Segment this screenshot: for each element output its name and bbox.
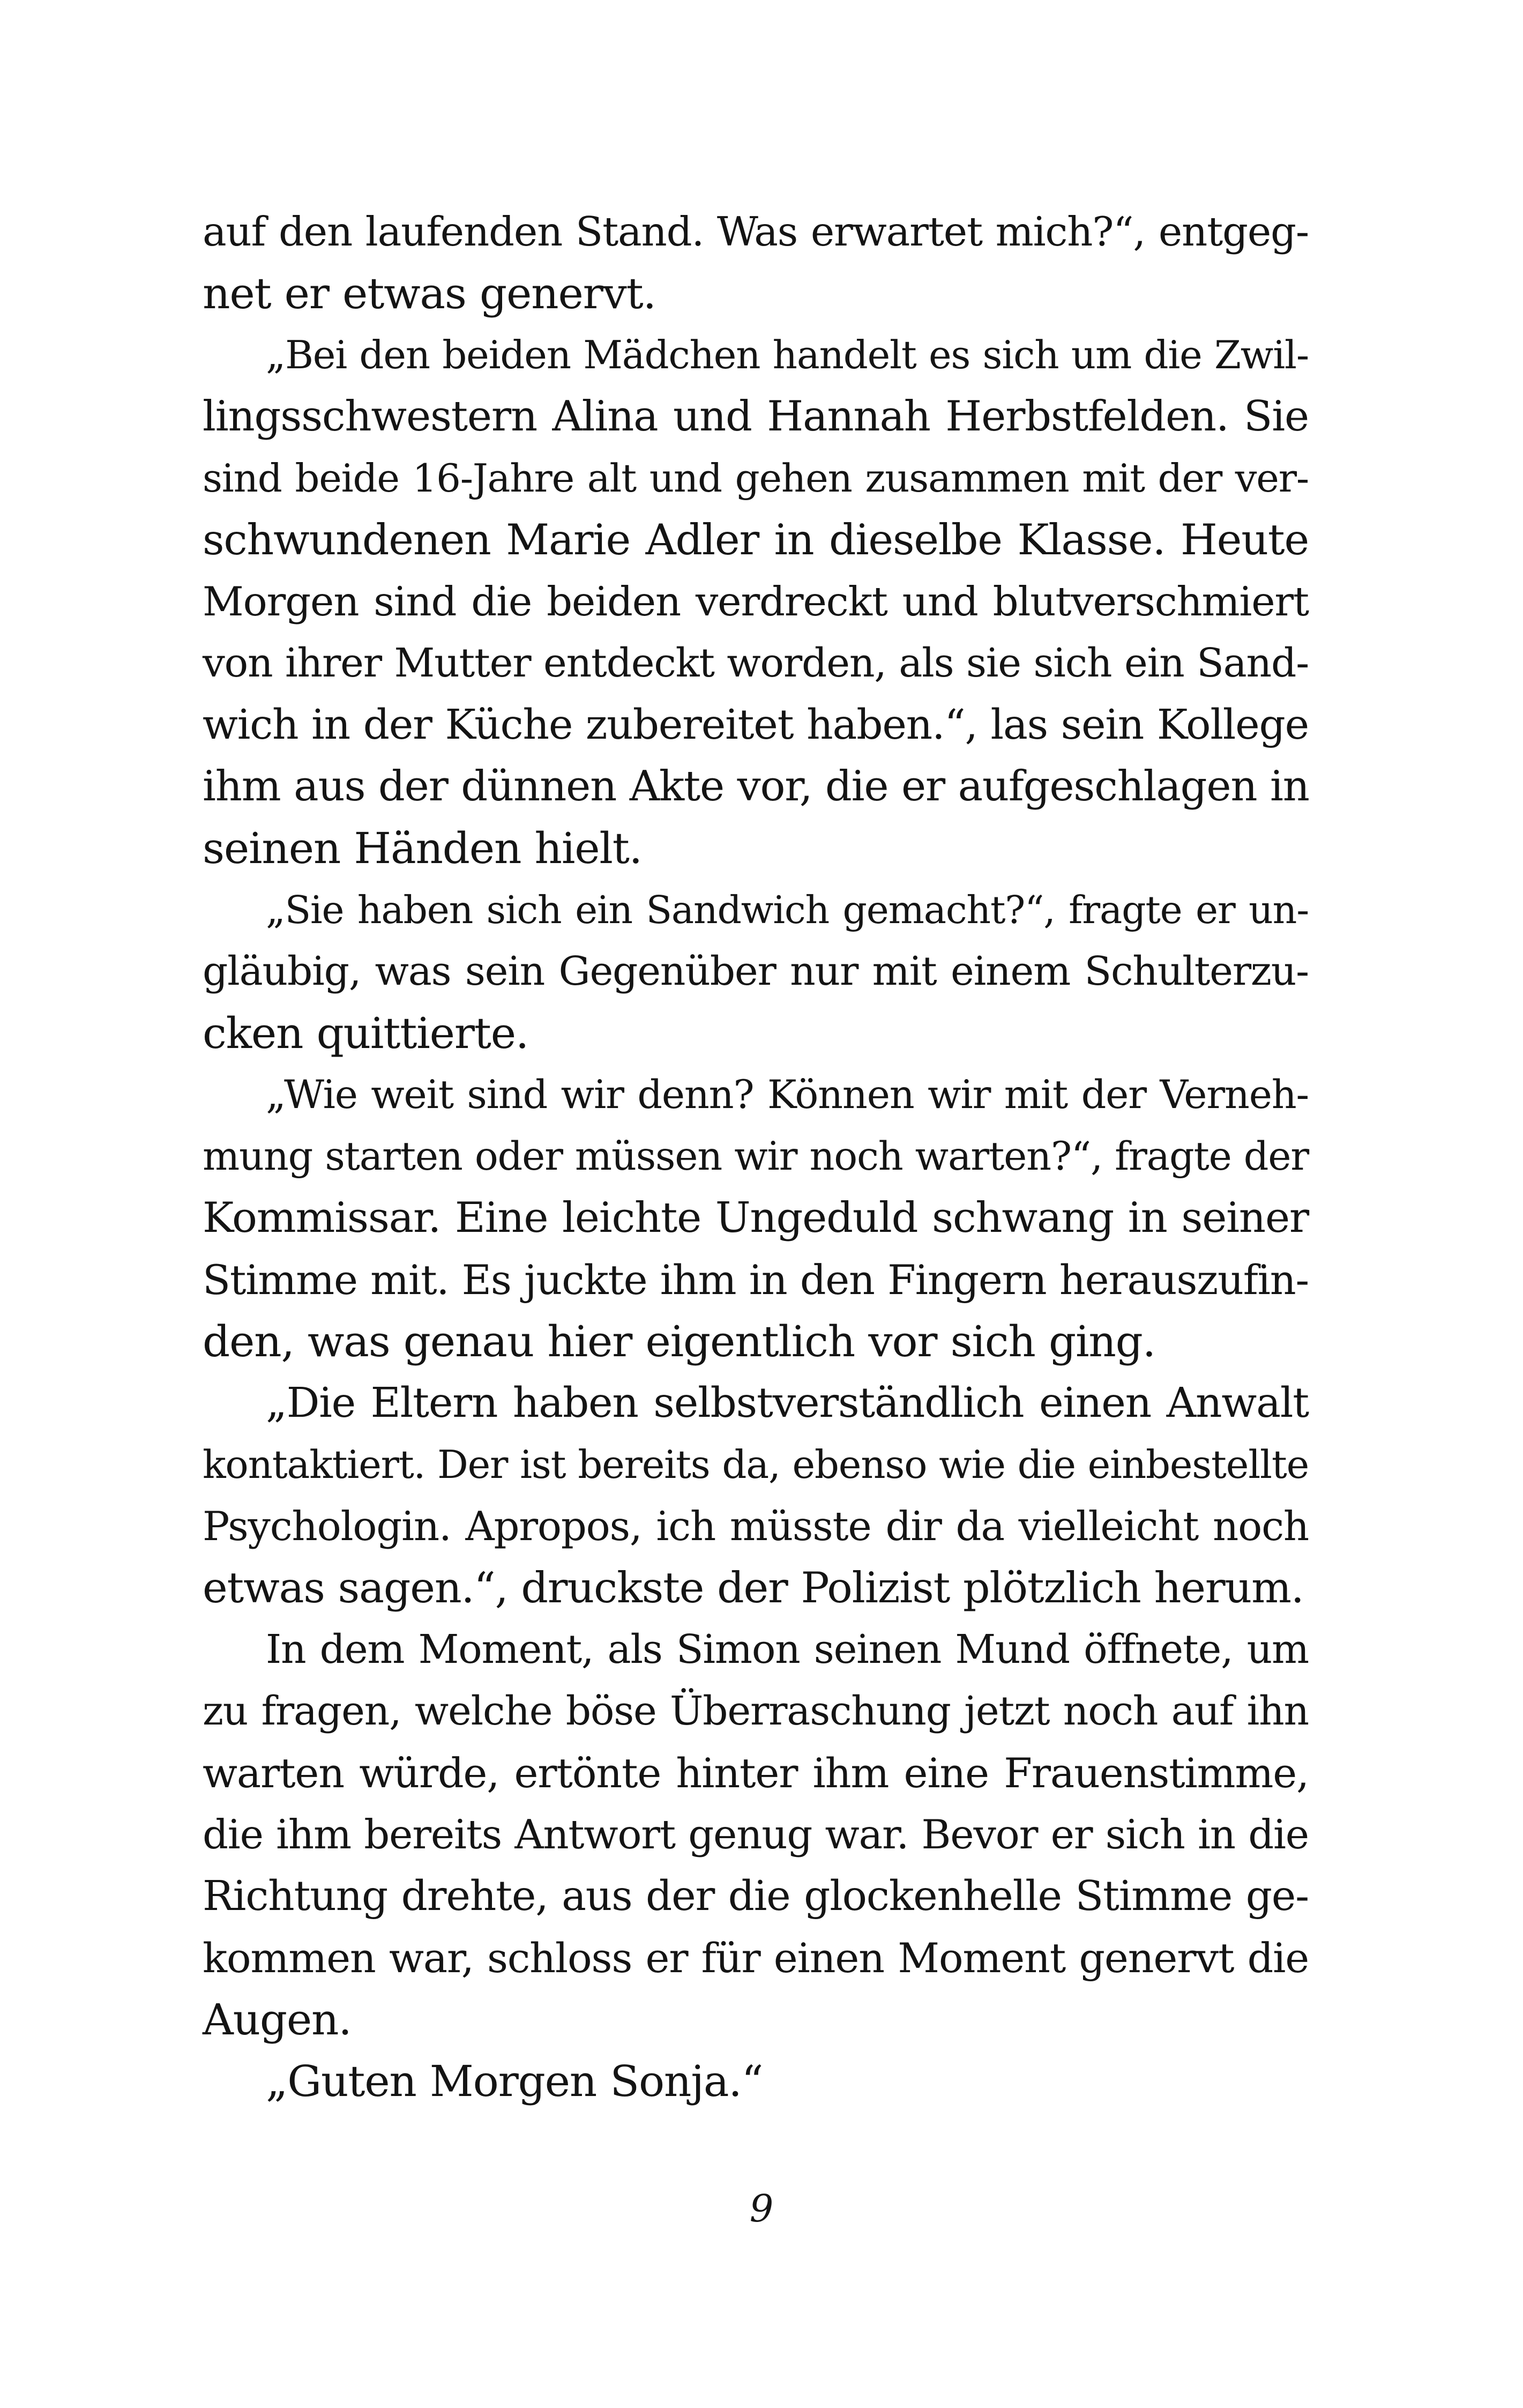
text-line: „Guten Morgen Sonja.“ (266, 2056, 763, 2106)
text-line: von ihrer Mutter entdeckt worden, als sie sich ein Sand- (203, 640, 1309, 686)
text-line: schwundenen Marie Adler in dieselbe Klasse. Heute (203, 515, 1309, 564)
text-line: den, was genau hier eigentlich vor sich ging. (203, 1317, 1155, 1366)
text-line: zu fragen, welche böse Überraschung jetzt noch auf ihn (203, 1688, 1309, 1734)
text-line: Kommissar. Eine leichte Ungeduld schwang in seiner (203, 1194, 1309, 1242)
body-text (203, 201, 1309, 2112)
page-number: 9 (749, 2187, 774, 2231)
text-line: sind beide 16-Jahre alt und gehen zusammen mit der ver- (203, 456, 1309, 501)
text-line: Morgen sind die beiden verdreckt und blutverschmiert (203, 578, 1309, 625)
text-line: cken quittierte. (203, 1008, 529, 1058)
text-line: die ihm bereits Antwort genug war. Bevor er sich in die (203, 1811, 1309, 1858)
text-line: Augen. (203, 1995, 352, 2045)
text-line: auf den laufenden Stand. Was erwartet mich?“, entgeg- (203, 208, 1309, 255)
text-line: ihm aus der dünnen Akte vor, die er aufgeschlagen in (203, 762, 1309, 811)
text-line: warten würde, ertönte hinter ihm eine Frauenstimme, (203, 1749, 1309, 1797)
text-line: seinen Händen hielt. (203, 823, 642, 873)
text-line: etwas sagen.“, druckste der Polizist plötzlich herum. (203, 1563, 1304, 1612)
text-line: gläubig, was sein Gegenüber nur mit einem Schulterzu- (203, 948, 1309, 994)
text-line: In dem Moment, als Simon seinen Mund öffnete, um (266, 1626, 1309, 1673)
text-line: „Sie haben sich ein Sandwich gemacht?“, fragte er un- (266, 888, 1309, 932)
text-line: wich in der Küche zubereitet haben.“, las sein Kollege (203, 701, 1309, 749)
text-line: mung starten oder müssen wir noch warten?“, fragte der (203, 1134, 1309, 1179)
text-line: „Bei den beiden Mädchen handelt es sich um die Zwil- (266, 332, 1309, 377)
text-line: Richtung drehte, aus der die glockenhelle Stimme ge- (203, 1872, 1309, 1920)
text-line: kontaktiert. Der ist bereits da, ebenso wie die einbestellte (203, 1442, 1309, 1487)
text-line: Stimme mit. Es juckte ihm in den Fingern herauszufin- (203, 1256, 1309, 1304)
text-line: Psychologin. Apropos, ich müsste dir da vielleicht noch (203, 1503, 1309, 1550)
text-line: „Wie weit sind wir denn? Können wir mit der Verneh- (266, 1072, 1309, 1118)
text-line: kommen war, schloss er für einen Moment genervt die (203, 1934, 1309, 1982)
text-line: net er etwas genervt. (203, 269, 656, 318)
text-line: lingsschwestern Alina und Hannah Herbstfelden. Sie (203, 392, 1309, 441)
text-line: „Die Eltern haben selbstverständlich einen Anwalt (266, 1379, 1309, 1427)
